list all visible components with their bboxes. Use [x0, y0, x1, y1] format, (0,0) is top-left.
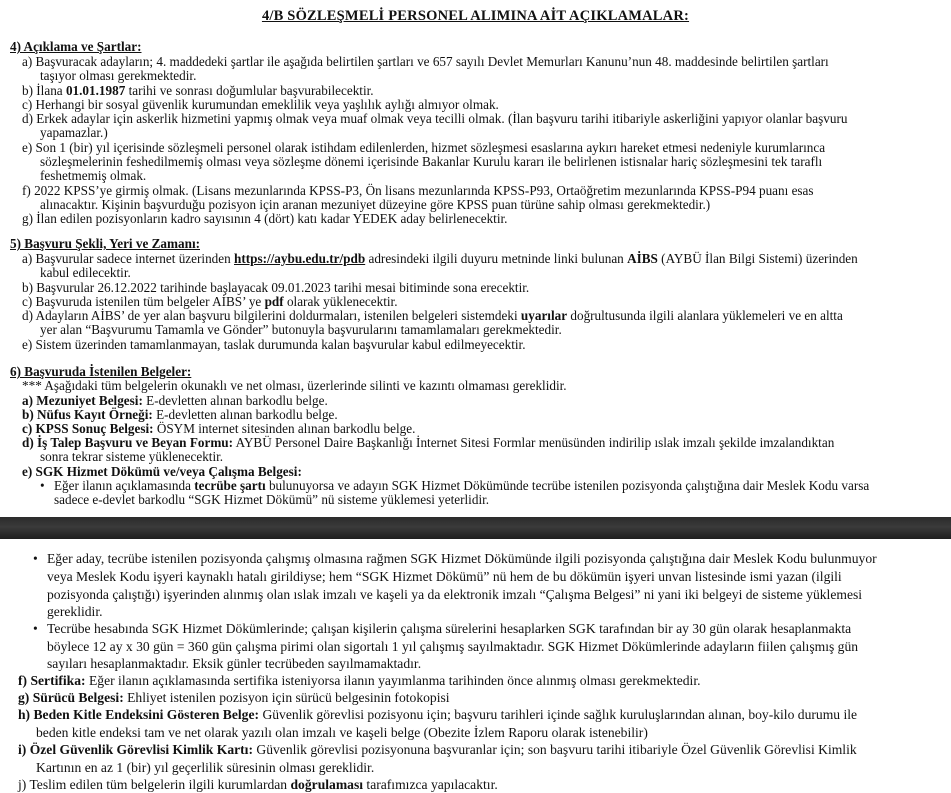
p2-item-i-line1: i) Özel Güvenlik Görevlisi Kimlik Kartı: Güvenlik görevlisi pozisyonuna başvuranlar için; son başvuru tarihi itibariyle Özel Güvenlik Görevlisi Kimlik	[18, 742, 857, 757]
p2-item-g: g) Sürücü Belgesi: Ehliyet istenilen pozisyon için sürücü belgesinin fotokopisi	[18, 690, 450, 705]
page-title: 4/B SÖZLEŞMELİ PERSONEL ALIMINA AİT AÇIKLAMALAR:	[261, 8, 690, 24]
section-5-heading: 5) Başvuru Şekli, Yeri ve Zamanı:	[10, 236, 200, 251]
page-2	[0, 539, 951, 792]
s6-item-a: a) Mezuniyet Belgesi: E-devletten alınan barkodlu belge.	[22, 393, 328, 408]
section-6-heading: 6) Başvuruda İstenilen Belgeler:	[10, 364, 192, 379]
p2-item-h-line1: h) Beden Kitle Endeksini Gösteren Belge: Güvenlik görevlisi pozisyonu için; başvuru tarihleri içinde sağlık kuruluşlarından alınan, boy-kilo durumu ile	[18, 707, 858, 722]
p2-bullet2-line1: • Eğer aday, tecrübe istenilen pozisyonda çalışmış olmasına rağmen SGK Hizmet Dökümünde ilgili pozisyonda çalıştığına dair Meslek Kodu bulunmuyor	[33, 551, 877, 566]
s5-item-b: b) Başvurular 26.12.2022 tarihinde başlayacak 09.01.2023 tarihi mesai bitiminde sona erecektir.	[22, 280, 530, 295]
s4-item-a-line2: taşıyor olması gerekmektedir.	[40, 68, 197, 83]
s4-item-g: g) İlan edilen pozisyonların kadro sayısının 4 (dört) katı kadar YEDEK aday belirlenecektir.	[22, 211, 508, 226]
s5-item-a-line1: a) Başvurular sadece internet üzerinden https://aybu.edu.tr/pdb adresindeki ilgili duyuru metninde linki bulunan AİBS (AYBÜ İlan Bilgi Sistemi) üzerinden	[22, 251, 858, 266]
p2-bullet2-line3: pozisyonda çalıştığı) işyerinden alınmış olan ıslak imzalı ve kaşeli ya da elektronik imzalı “Çalışma Belgesi” ni yani iki belgeyi de sisteme yüklemesi	[47, 587, 863, 602]
s6-item-e: e) SGK Hizmet Dökümü ve/veya Çalışma Belgesi:	[22, 464, 302, 479]
bullet-icon: •	[40, 478, 45, 493]
s4-item-a-line1: a) Başvuracak adayların; 4. maddedeki şartlar ile aşağıda belirtilen şartları ve 657 sayılı Devlet Memurları Kanunu’nun 48. maddesinde belirtilen şartları	[22, 54, 829, 69]
s6-item-b: b) Nüfus Kayıt Örneği: E-devletten alınan barkodlu belge.	[22, 407, 338, 422]
p2-bullet3-line1: • Tecrübe hesabında SGK Hizmet Dökümlerinde; çalışan kişilerin çalışma sürelerini hesaplarken SGK tarafından bir ay 30 gün olarak hesaplanmakta	[33, 621, 852, 636]
application-url-link[interactable]: https://aybu.edu.tr/pdb	[234, 251, 366, 266]
p2-item-f: f) Sertifika: Eğer ilanın açıklamasında sertifika isteniyorsa ilanın yayımlanma tarihinden önce alınmış olması gerekmektedir.	[18, 673, 701, 688]
s6-note: *** Aşağıdaki tüm belgelerin okunaklı ve net olması, üzerlerinde silinti ve kazıntı olmaması gereklidir.	[22, 378, 567, 393]
s4-item-d-line1: d) Erkek adaylar için askerlik hizmetini yapmış olmak veya muaf olmak veya tecilli olmak. (İlan başvuru tarihi itibariyle askerliğini yapıyor olanlar başvuru	[22, 111, 848, 126]
section-4-heading: 4) Açıklama ve Şartlar:	[10, 39, 142, 54]
s4-item-e-line3: feshetmemiş olmak.	[40, 168, 147, 183]
p2-bullet3-line2: böylece 12 ay x 30 gün = 360 gün çalışma pirimi olan sigortalı 1 yıl çalışmış sayılmaktadır. SGK Hizmet Dökümlerinde adayların fiilen çalışmış gün	[47, 639, 859, 654]
bullet-icon: •	[33, 621, 38, 636]
s4-item-f-line1: f) 2022 KPSS’ye girmiş olmak. (Lisans mezunlarında KPSS-P3, Ön lisans mezunlarında KPSS-P93, Ortaöğretim mezunlarında KPSS-P94 puanı esas	[22, 183, 814, 198]
p2-bullet3-line3: sayıları hesaplanmaktadır. Eksik günler tecrübeden sayılmamaktadır.	[47, 656, 422, 671]
p2-item-h-line2: beden kitle endeksi tam ve net olarak yazılı olan imzalı ve kaşeli belge (Obezite İzlem Raporu olarak istenebilir)	[36, 725, 648, 740]
s4-item-e-line1: e) Son 1 (bir) yıl içerisinde sözleşmeli personel olarak istihdam edilenlerden, hizmet sözleşmesi esaslarına aykırı hareket etmesi nedeniyle kurumlarınca	[22, 140, 826, 155]
s4-item-f-line2: alınacaktır. Kişinin başvurduğu pozisyon için aranan mezuniyet düzeyine göre KPSS puan türüne sahip olması gerekmektedir.)	[40, 197, 711, 212]
page-separator	[0, 517, 951, 539]
s6-item-e-bullet1-line2: sadece e-devlet barkodlu “SGK Hizmet Dökümü” nü sisteme yüklemesi yeterlidir.	[54, 492, 490, 507]
s4-item-d-line2: yapamazlar.)	[40, 125, 108, 140]
s5-item-e: e) Sistem üzerinden tamamlanmayan, taslak durumunda kalan başvurular kabul edilmeyecektir.	[22, 337, 526, 352]
p2-item-i-line2: Kartının en az 1 (bir) yıl geçerlilik süresinin olması gereklidir.	[36, 760, 375, 775]
s6-item-e-bullet1-line1: • Eğer ilanın açıklamasında tecrübe şartı bulunuyorsa ve adayın SGK Hizmet Dökümünde tecrübe istenilen pozisyonda çalıştığına dair Meslek Kodu varsa	[40, 478, 870, 493]
bullet-icon: •	[33, 551, 38, 566]
s4-item-c: c) Herhangi bir sosyal güvenlik kurumundan emeklilik veya yaşlılık aylığı almıyor olmak.	[22, 97, 499, 112]
s5-item-d-line2: yer alan “Başvurumu Tamamla ve Gönder” butonuyla başvurularını tamamlamaları gerekmektedir.	[40, 322, 562, 337]
s4-item-b: b) İlana 01.01.1987 tarihi ve sonrası doğumlular başvurabilecektir.	[22, 83, 374, 98]
s6-item-d-line2: sonra tekrar sisteme yüklenecektir.	[40, 449, 224, 464]
s4-item-e-line2: sözleşmelerinin feshedilmemiş olması veya sözleşme dönemi içerisinde Bakanlar Kurulu kararı ile belirlenen istisnalar hariç sözleşmesini tek taraflı	[40, 154, 823, 169]
p2-bullet2-line2: veya Meslek Kodu işyeri kaynaklı hatalı girildiyse; hem “SGK Hizmet Dökümü” nü hem de bu dökümün işyeri unvan listesinde ismi yazan (ilgili	[47, 569, 842, 584]
s5-item-c: c) Başvuruda istenilen tüm belgeler AİBS’ ye pdf olarak yüklenecektir.	[22, 294, 398, 309]
s6-item-c: c) KPSS Sonuç Belgesi: ÖSYM internet sitesinden alınan barkodlu belge.	[22, 421, 416, 436]
s6-item-d-line1: d) İş Talep Başvuru ve Beyan Formu: AYBÜ Personel Daire Başkanlığı İnternet Sitesi Formlar menüsünden indirilip ıslak imzalı şekilde imzalandıktan	[22, 435, 835, 450]
s5-item-a-line2: kabul edilecektir.	[40, 265, 131, 280]
p2-bullet2-line4: gereklidir.	[47, 604, 103, 619]
p2-item-j: j) Teslim edilen tüm belgelerin ilgili kurumlardan doğrulaması tarafımızca yapılacaktır.	[18, 777, 498, 792]
s5-item-d-line1: d) Adayların AİBS’ de yer alan başvuru bilgilerini doldurmaları, istenilen belgeleri sistemdeki uyarılar doğrultusunda ilgili alanlara yüklemeleri ve en altta	[22, 308, 843, 323]
